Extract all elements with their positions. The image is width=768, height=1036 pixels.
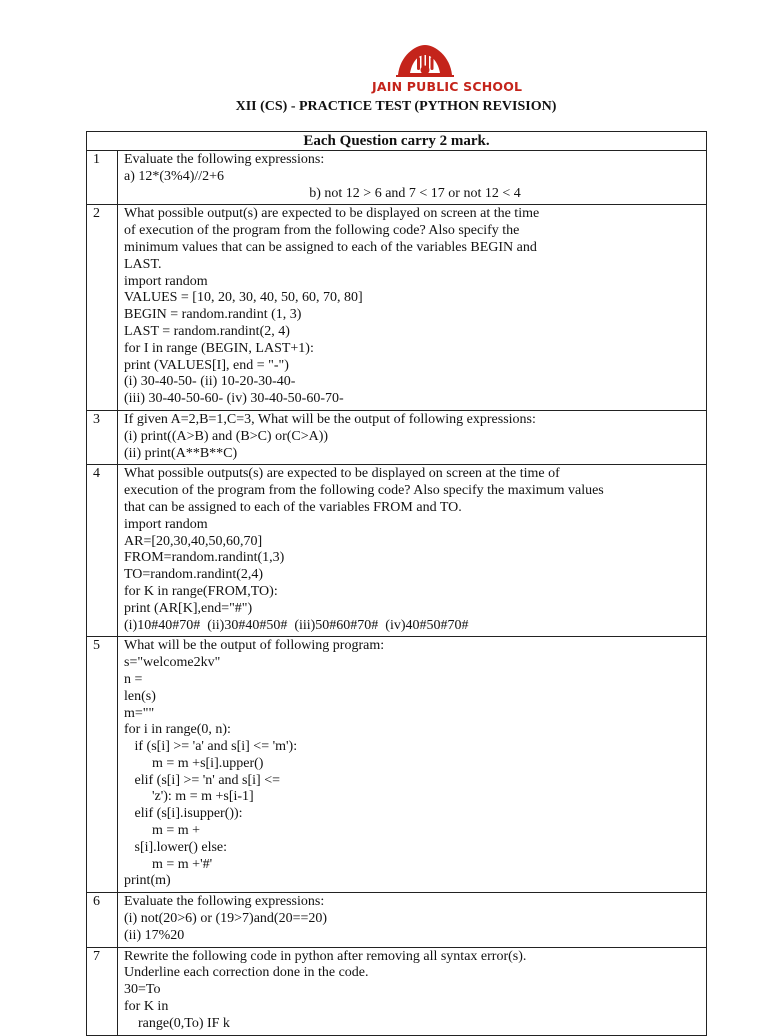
question-number: 7 [87, 947, 118, 1035]
question-line: s="welcome2kv" [124, 655, 221, 671]
question-line: FROM=random.randint(1,3) [124, 550, 285, 566]
question-line: TO=random.randint(2,4) [124, 567, 264, 583]
question-line: What possible outputs(s) are expected to be displayed on screen at the time of [124, 466, 560, 482]
question-number: 6 [87, 893, 118, 947]
question-line: Evaluate the following expressions: [124, 894, 325, 910]
question-line: if (s[i] >= 'a' and s[i] <= 'm'): [124, 739, 298, 755]
question-line: for K in range(FROM,TO): [124, 583, 278, 599]
question-line: m = m + [124, 823, 201, 839]
table-row [87, 947, 707, 1035]
question-text [118, 465, 707, 637]
question-line: (ii) 17%20 [124, 927, 185, 943]
question-line: print (VALUES[I], end = "-") [124, 357, 289, 373]
question-line: for K in [124, 999, 169, 1015]
question-line: import random [124, 273, 208, 289]
question-line: If given A=2,B=1,C=3, What will be the output of following expressions: [124, 411, 536, 427]
question-number: 1 [87, 151, 118, 205]
question-line: AR=[20,30,40,50,60,70] [124, 533, 263, 549]
question-line: What possible output(s) are expected to be displayed on screen at the time [124, 206, 540, 222]
question-line: elif (s[i] >= 'n' and s[i] <= [124, 772, 280, 788]
question-text [118, 151, 707, 205]
question-number: 3 [87, 410, 118, 464]
table-row [87, 465, 707, 637]
question-line: that can be assigned to each of the variables FROM and TO. [124, 499, 462, 515]
question-line: LAST = random.randint(2, 4) [124, 323, 290, 339]
table-header-row [87, 132, 707, 151]
question-line: (i) 30-40-50- (ii) 10-20-30-40- [124, 374, 296, 390]
question-line: of execution of the program from the following code? Also specify the [124, 223, 520, 239]
question-line: len(s) [124, 688, 156, 704]
question-line: Rewrite the following code in python after removing all syntax error(s). [124, 948, 527, 964]
question-line: (i) print((A>B) and (B>C) or(C>A)) [124, 428, 329, 444]
question-line: (ii) print(A**B**C) [124, 445, 238, 461]
question-line: elif (s[i].isupper()): [124, 806, 243, 822]
page-title: XII (CS) - PRACTICE TEST (PYTHON REVISION) [235, 99, 557, 114]
question-line: VALUES = [10, 20, 30, 40, 50, 60, 70, 80] [124, 290, 363, 306]
question-line: 30=To [124, 982, 161, 998]
question-line: Evaluate the following expressions: [124, 152, 325, 167]
question-number: 4 [87, 465, 118, 637]
table-row [87, 893, 707, 947]
question-number: 5 [87, 637, 118, 893]
school-name: JAIN PUBLIC SCHOOL [372, 79, 523, 94]
table-row [87, 637, 707, 893]
question-line: LAST. [124, 256, 162, 272]
question-line: import random [124, 516, 208, 532]
question-line: (iii) 30-40-50-60- (iv) 30-40-50-60-70- [124, 391, 344, 407]
question-line: (i) not(20>6) or (19>7)and(20==20) [124, 911, 328, 927]
question-text [118, 893, 707, 947]
table-header: Each Question carry 2 mark. [87, 132, 707, 151]
table-row [87, 205, 707, 411]
question-line: for i in range(0, n): [124, 722, 231, 738]
school-crest-icon [370, 40, 523, 104]
question-text [118, 410, 707, 464]
question-line: n = [124, 671, 143, 687]
question-line: 'z'): m = m +s[i-1] [124, 789, 254, 805]
question-number: 2 [87, 205, 118, 411]
question-line: range(0,To) IF k [124, 1015, 230, 1031]
question-line: print (AR[K],end="#") [124, 600, 253, 616]
question-line: a) 12*(3%4)//2+6 [124, 168, 225, 184]
question-table [86, 131, 707, 1036]
question-line: Underline each correction done in the code. [124, 965, 369, 981]
question-line: m = m +s[i].upper() [124, 755, 264, 771]
question-line: execution of the program from the following code? Also specify the maximum values [124, 483, 604, 499]
question-line: for I in range (BEGIN, LAST+1): [124, 340, 314, 356]
question-line: minimum values that can be assigned to each of the variables BEGIN and [124, 239, 537, 255]
question-line: BEGIN = random.randint (1, 3) [124, 307, 302, 323]
table-row [87, 151, 707, 205]
table-row [87, 410, 707, 464]
question-line: m = m +'#' [124, 856, 213, 872]
question-text [118, 947, 707, 1035]
question-line: m="" [124, 705, 155, 721]
question-line: b) not 12 > 6 and 7 < 17 or not 12 < 4 [309, 185, 521, 201]
question-text [118, 205, 707, 411]
question-line: s[i].lower() else: [124, 839, 228, 855]
question-line: (i)10#40#70# (ii)30#40#50# (iii)50#60#70# (iv)40#50#70# [124, 617, 469, 633]
question-line: print(m) [124, 873, 171, 889]
question-line: What will be the output of following program: [124, 638, 385, 654]
question-text [118, 637, 707, 893]
